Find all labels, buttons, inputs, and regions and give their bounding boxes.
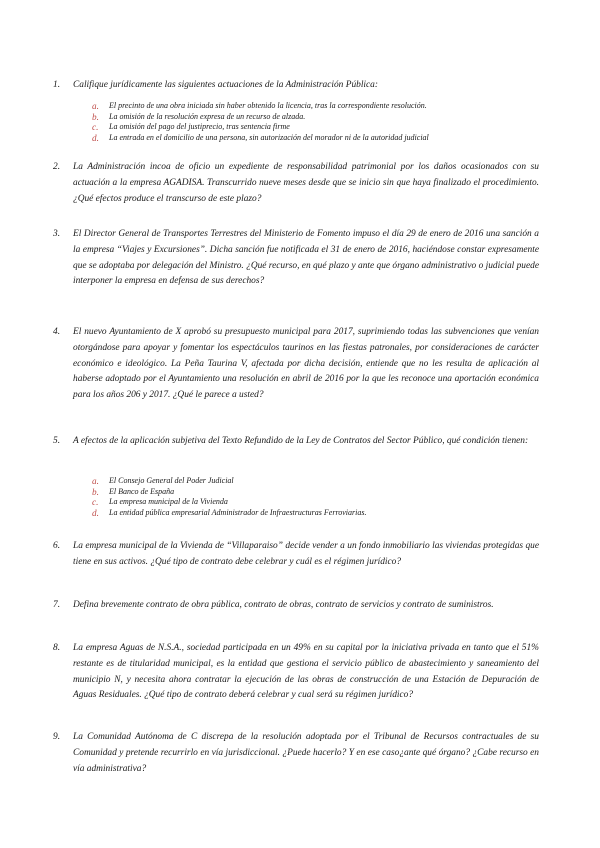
question-number: 7.	[53, 600, 61, 610]
question-text: La empresa Aguas de N.S.A., sociedad participada en un 49% en su capital por la iniciativa privada en tanto que el 51% restante es de titularidad municipal, es la entidad que gestiona el servicio público de abastecimiento y saneamiento del municipio N, y necesita ahora contratar la ejecución de las obras de construcción de una Estación de Depuración de Aguas Residuales. ¿Qué tipo de contrato deberá celebrar y cual será su régimen jurídico?	[73, 643, 539, 701]
sub-item-text: La omisión de la resolución expresa de un recurso de alzada.	[109, 111, 306, 121]
sub-item-text: La empresa municipal de la Vivienda	[109, 497, 228, 507]
question-1-sublist	[92, 101, 532, 143]
sub-item-letter: d.	[92, 132, 99, 143]
sub-item-text: El Consejo General del Poder Judicial	[109, 476, 234, 485]
question-4	[53, 325, 539, 404]
sub-item	[92, 101, 532, 112]
question-text: La Comunidad Autónoma de C discrepa de la resolución adoptada por el Tribunal de Recursos contractuales de su Comunidad y pretende recurrirlo en vía jurisdiccional. ¿Puede hacerlo? Y en ese caso¿ante qué órgano? ¿Cabe recurso en vía administrativa?	[73, 732, 539, 774]
question-7	[53, 598, 539, 614]
sub-item	[92, 508, 532, 519]
question-2	[53, 160, 539, 207]
sub-item	[92, 112, 532, 123]
sub-item-letter: d.	[92, 507, 99, 518]
sub-item-text: La omisión del pago del justiprecio, tras sentencia firme	[109, 122, 290, 132]
question-8	[53, 641, 539, 704]
sub-item	[92, 122, 532, 133]
question-number: 1.	[53, 80, 61, 90]
sub-item-text: La entidad pública empresarial Administrador de Infraestructuras Ferroviarias.	[109, 507, 367, 517]
sub-item-letter: b.	[92, 486, 99, 497]
sub-item-text: El precinto de una obra iniciada sin haber obtenido la licencia, tras la correspondiente resolución.	[109, 101, 427, 110]
sub-item-letter: c.	[92, 122, 99, 133]
question-number: 5.	[53, 436, 61, 446]
sub-item-letter: b.	[92, 111, 99, 122]
sub-item	[92, 476, 532, 487]
sub-item-text: El Banco de España	[109, 486, 175, 496]
question-text: La empresa municipal de la Vivienda de “Villaparaiso” decide vender a un fondo inmobiliario las viviendas protegidas que tiene en sus activos. ¿Qué tipo de contrato debe celebrar y cuál es el régimen jurídico?	[73, 541, 539, 567]
sub-item-letter: c.	[92, 497, 99, 508]
question-text: La Administración incoa de oficio un expediente de responsabilidad patrimonial por los daños ocasionados con su actuación a la empresa AGADISA. Transcurrido nueve meses desde que se inicio sin que haya finalizado el procedimiento. ¿Qué efectos produce el transcurso de este plazo?	[73, 162, 539, 204]
question-text: El Director General de Transportes Terrestres del Ministerio de Fomento impuso el día 29 de enero de 2016 una sanción a la empresa “Viajes y Excursiones”. Dicha sanción fue notificada el 31 de enero de 2016, haciéndose constar expresamente que se adoptaba por delegación del Ministro. ¿Qué recurso, en qué plazo y ante que órgano administrativo o judicial puede interponer la empresa en defensa de sus derechos?	[73, 229, 539, 287]
question-6	[53, 539, 539, 571]
question-number: 2.	[53, 162, 61, 172]
sub-item-text: La entrada en el domicilio de una persona, sin autorización del morador ni de la autoridad judicial	[109, 132, 429, 142]
sub-item-letter: a.	[92, 476, 99, 486]
question-5-sublist	[92, 476, 532, 518]
question-3	[53, 227, 539, 290]
question-1	[53, 78, 539, 94]
sub-item	[92, 133, 532, 144]
question-number: 4.	[53, 327, 61, 337]
sub-item	[92, 487, 532, 498]
question-number: 8.	[53, 643, 61, 653]
question-number: 6.	[53, 541, 61, 551]
question-9	[53, 730, 539, 777]
question-text: Califique jurídicamente las siguientes actuaciones de la Administración Pública:	[73, 80, 378, 90]
question-text: El nuevo Ayuntamiento de X aprobó su presupuesto municipal para 2017, suprimiendo todas las subvenciones que venían otorgándose para apoyar y fomentar los espectáculos taurinos en las fiestas patronales, por consideraciones de carácter económico e ideológico. La Peña Taurina V, afectada por dicha decisión, entiende que no les resulta de aplicación al haberse adoptado por el Ayuntamiento una resolución en abril de 2016 por la que les reconoce una aportación económica para los años 206 y 2017. ¿Qué le parece a usted?	[73, 327, 539, 401]
sub-item	[92, 497, 532, 508]
question-number: 3.	[53, 229, 61, 239]
question-5	[53, 434, 539, 450]
question-text: Defina brevemente contrato de obra pública, contrato de obras, contrato de servicios y contrato de suministros.	[73, 600, 494, 610]
sub-item-letter: a.	[92, 101, 99, 111]
question-number: 9.	[53, 732, 61, 742]
question-text: A efectos de la aplicación subjetiva del Texto Refundido de la Ley de Contratos del Sector Público, qué condición tienen:	[73, 436, 529, 446]
